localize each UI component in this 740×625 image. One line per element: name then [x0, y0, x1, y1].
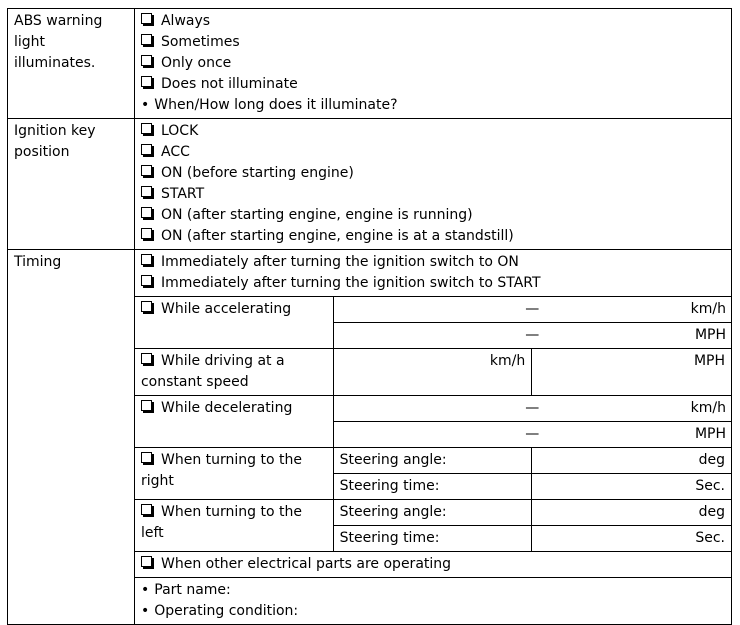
decelerating-label[interactable]: While decelerating [134, 396, 333, 448]
turn-left-time-field[interactable] [532, 526, 732, 552]
ignition-option-on-before[interactable]: ON (before starting engine) [141, 163, 725, 184]
checkbox-icon[interactable] [141, 400, 152, 411]
unit-mph: MPH [694, 426, 726, 442]
ignition-option-start[interactable]: START [141, 184, 725, 205]
unit-kmh: km/h [489, 353, 526, 369]
abs-row [8, 9, 732, 119]
constant-mph-field[interactable] [532, 349, 732, 396]
dash: — [525, 400, 540, 416]
turn-left-angle-field[interactable] [532, 500, 732, 526]
checkbox-icon[interactable] [141, 13, 152, 24]
checkbox-icon[interactable] [141, 452, 152, 463]
turn-right-time-field[interactable] [532, 474, 732, 500]
checkbox-icon[interactable] [141, 301, 152, 312]
constant-label[interactable]: While driving at a constant speed [134, 349, 333, 396]
turn-right-angle-field[interactable] [532, 448, 732, 474]
abs-option-sometimes[interactable]: Sometimes [141, 32, 725, 53]
abs-option-only-once[interactable]: Only once [141, 53, 725, 74]
ignition-option-lock[interactable]: LOCK [141, 121, 725, 142]
abs-option-always[interactable]: Always [141, 11, 725, 32]
checkbox-icon[interactable] [141, 144, 152, 155]
unit-mph: MPH [693, 353, 725, 369]
decelerating-kmh-field[interactable] [333, 396, 731, 422]
unit-kmh: km/h [690, 400, 726, 416]
unit-deg: deg [698, 504, 725, 520]
checkbox-icon[interactable] [141, 353, 152, 364]
turn-right-angle-label: Steering angle: [333, 448, 532, 474]
ignition-options [134, 119, 731, 250]
checkbox-icon[interactable] [141, 504, 152, 515]
constant-kmh-field[interactable] [333, 349, 532, 396]
unit-sec: Sec. [695, 530, 725, 546]
timing-option-on[interactable]: Immediately after turning the ignition switch to ON [141, 252, 725, 273]
ignition-label: Ignition key position [8, 119, 135, 250]
timing-option-start[interactable]: Immediately after turning the ignition switch to START [141, 273, 725, 294]
abs-options [134, 9, 731, 119]
unit-sec: Sec. [695, 478, 725, 494]
electrical-option[interactable]: When other electrical parts are operating [134, 552, 731, 578]
turn-right-label[interactable]: When turning to the right [134, 448, 333, 500]
ignition-row [8, 119, 732, 250]
timing-row-immediate [8, 250, 732, 297]
abs-label: ABS warning light illuminates. [8, 9, 135, 119]
diagnostic-form-table [7, 8, 732, 625]
timing-immediate-options [134, 250, 731, 297]
accelerating-kmh-field[interactable] [333, 297, 731, 323]
turn-right-time-label: Steering time: [333, 474, 532, 500]
dash: — [525, 301, 540, 317]
checkbox-icon[interactable] [141, 165, 152, 176]
turn-left-time-label: Steering time: [333, 526, 532, 552]
unit-mph: MPH [694, 327, 726, 343]
turn-left-label[interactable]: When turning to the left [134, 500, 333, 552]
checkbox-icon[interactable] [141, 55, 152, 66]
accelerating-label[interactable]: While accelerating [134, 297, 333, 349]
checkbox-icon[interactable] [141, 254, 152, 265]
ignition-option-on-running[interactable]: ON (after starting engine, engine is running) [141, 205, 725, 226]
part-details [134, 578, 731, 625]
checkbox-icon[interactable] [141, 186, 152, 197]
abs-note: • When/How long does it illuminate? [141, 95, 725, 116]
dash: — [525, 426, 540, 442]
unit-deg: deg [698, 452, 725, 468]
checkbox-icon[interactable] [141, 123, 152, 134]
checkbox-icon[interactable] [141, 76, 152, 87]
ignition-option-on-standstill[interactable]: ON (after starting engine, engine is at a standstill) [141, 226, 725, 247]
checkbox-icon[interactable] [141, 275, 152, 286]
unit-kmh: km/h [690, 301, 726, 317]
dash: — [525, 327, 540, 343]
checkbox-icon[interactable] [141, 34, 152, 45]
decelerating-mph-field[interactable] [333, 422, 731, 448]
checkbox-icon[interactable] [141, 556, 152, 567]
turn-left-angle-label: Steering angle: [333, 500, 532, 526]
checkbox-icon[interactable] [141, 228, 152, 239]
abs-option-not-illuminate[interactable]: Does not illuminate [141, 74, 725, 95]
timing-label: Timing [8, 250, 135, 625]
ignition-option-acc[interactable]: ACC [141, 142, 725, 163]
checkbox-icon[interactable] [141, 207, 152, 218]
operating-condition-field[interactable]: • Operating condition: [141, 601, 725, 622]
part-name-field[interactable]: • Part name: [141, 580, 725, 601]
accelerating-mph-field[interactable] [333, 323, 731, 349]
